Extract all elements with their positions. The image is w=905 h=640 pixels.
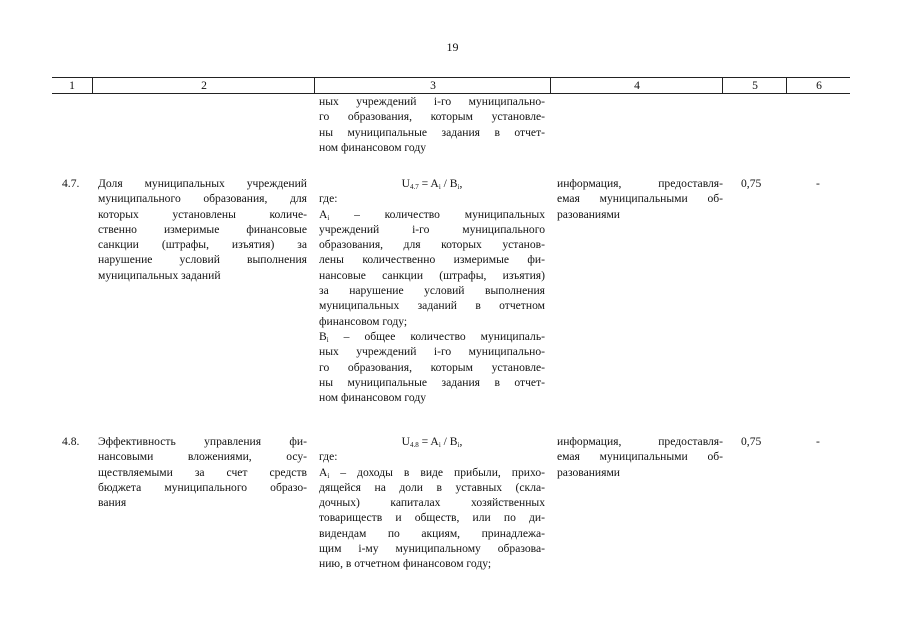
header-col-5: 5 — [722, 78, 787, 93]
continuation-line: ны муниципальные задания в отчет- — [319, 125, 545, 139]
header-col-6: 6 — [786, 78, 851, 93]
formula-description-line: видендам по акциям, принадлежа- — [319, 526, 545, 540]
formula: $U_{4.8} = A_i / B_i$, — [401, 435, 463, 449]
formula-description-line: муниципальных заданий в отчетном — [319, 299, 545, 313]
formula-where: где: — [319, 192, 338, 206]
indicator-name-line: Доля муниципальных учреждений — [98, 177, 307, 190]
data-source-line: разованиями — [557, 207, 621, 221]
formula-description-line: учреждений i-го муниципального — [319, 222, 545, 236]
indicator-name-line: ществляемыми за счет средств — [98, 465, 307, 479]
formula-description-line: $B_i$ – общее количество муниципаль- — [319, 329, 545, 344]
indicator-name-line: нансовыми вложениями, осу- — [98, 450, 307, 464]
header-col-1: 1 — [69, 79, 75, 92]
indicator-name-line: муниципальных заданий — [98, 268, 221, 282]
formula-description — [319, 465, 545, 572]
indicator-name-line: муниципального образования, для — [98, 192, 307, 206]
continuation-text — [319, 94, 545, 155]
formula-description-line: $A_i$ – количество муниципальных — [319, 207, 545, 222]
formula-description-line: товариществ и обществ, или по ди- — [319, 511, 545, 525]
continuation-line: ном финансовом году — [319, 140, 427, 154]
formula-description — [319, 207, 545, 406]
indicator-name-line: бюджета муниципального образо- — [98, 480, 307, 494]
indicator-name — [98, 176, 307, 283]
formula-description-line: $A_i$ – доходы в виде прибыли, прихо- — [319, 465, 545, 480]
continuation-line: ных учреждений i-го муниципально- — [319, 95, 545, 108]
data-source-line: информация, предоставля- — [557, 435, 723, 448]
formula-block — [319, 176, 545, 405]
data-source-line: разованиями — [557, 465, 621, 479]
row-number: 4.7. — [62, 177, 80, 190]
formula-where: где: — [319, 450, 338, 464]
data-source-line: емая муниципальными об- — [557, 192, 723, 206]
header-col-2: 2 — [92, 78, 315, 93]
formula-description-line: образования, для которых установ- — [319, 238, 545, 252]
continuation-line: го образования, которым установле- — [319, 110, 545, 124]
formula-block — [319, 434, 545, 572]
table-header — [52, 77, 850, 94]
indicator-name — [98, 434, 307, 510]
formula-description-line: ны муниципальные задания в отчет- — [319, 375, 545, 389]
header-col-4: 4 — [550, 78, 723, 93]
col6-value: - — [816, 177, 820, 190]
formula-description-line: дочных) капиталах хозяйственных — [319, 496, 545, 510]
formula-description-line: лены количественно измеримые фи- — [319, 253, 545, 267]
formula-description-line: ных учреждений i-го муниципально- — [319, 345, 545, 359]
data-source-line: емая муниципальными об- — [557, 450, 723, 464]
indicator-name-line: Эффективность управления фи- — [98, 435, 307, 448]
data-source — [557, 434, 723, 480]
indicator-name-line: вания — [98, 496, 127, 510]
weight-value: 0,75 — [741, 177, 762, 190]
formula-description-line: го образования, которым установле- — [319, 360, 545, 374]
data-source — [557, 176, 723, 222]
formula-description-line: ном финансовом году — [319, 391, 427, 405]
indicator-name-line: нарушение условий выполнения — [98, 253, 307, 267]
indicator-name-line: санкции (штрафы, изъятия) за — [98, 238, 307, 252]
formula-description-line: нию, в отчетном финансовом году; — [319, 557, 492, 571]
formula-description-line: нансовые санкции (штрафы, изъятия) — [319, 268, 545, 282]
col6-value: - — [816, 435, 820, 448]
data-source-line: информация, предоставля- — [557, 177, 723, 190]
formula-description-line: дящейся на доли в уставных (скла- — [319, 480, 545, 494]
formula: $U_{4.7} = A_i / B_i$, — [401, 177, 463, 191]
indicator-name-line: которых установлены количе- — [98, 207, 307, 221]
row-number: 4.8. — [62, 435, 80, 448]
formula-description-line: финансовом году; — [319, 314, 408, 328]
weight-value: 0,75 — [741, 435, 762, 448]
page-number: 19 — [446, 40, 459, 54]
indicator-name-line: ственно измеримые финансовые — [98, 222, 307, 236]
formula-description-line: за нарушение условий выполнения — [319, 284, 545, 298]
header-col-3: 3 — [314, 78, 551, 93]
formula-description-line: щим i-му муниципальному образова- — [319, 542, 545, 556]
